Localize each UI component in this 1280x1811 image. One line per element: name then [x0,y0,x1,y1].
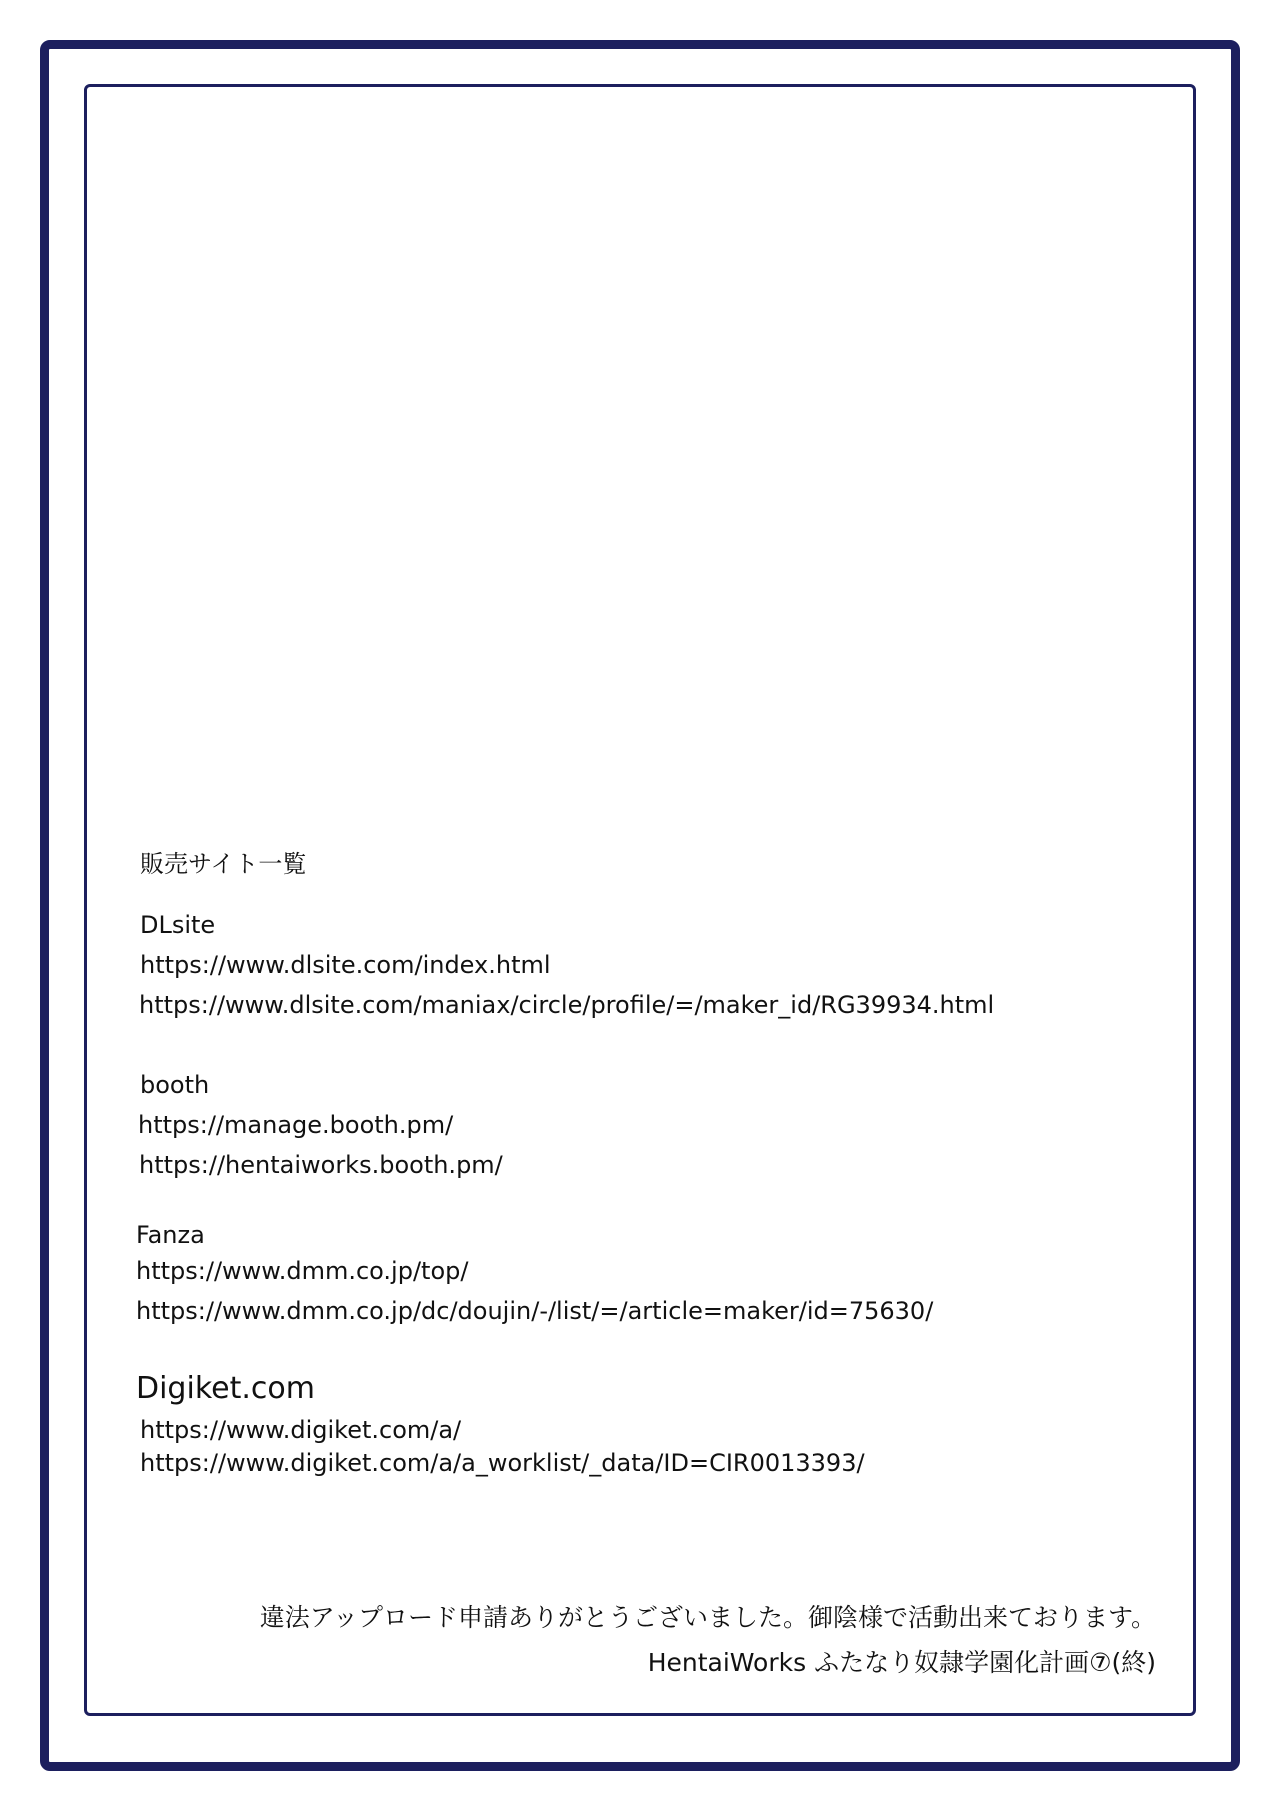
footer-thanks-message: 違法アップロード申請ありがとうございました。御陰様で活動出来ております。 [259,1603,1156,1632]
store-url-digiket-worklist: https://www.digiket.com/a/a_worklist/_data/ID=CIR0013393/ [140,1449,865,1477]
store-url-booth-shop: https://hentaiworks.booth.pm/ [139,1151,503,1179]
store-name-dlsite: DLsite [140,911,216,939]
footer-credit: HentaiWorks ふたなり奴隷学園化計画⑦(終) [647,1648,1156,1677]
store-url-fanza-maker: https://www.dmm.co.jp/dc/doujin/-/list/=/article=maker/id=75630/ [136,1297,934,1325]
store-url-dlsite-circle: https://www.dlsite.com/maniax/circle/profile/=/maker_id/RG39934.html [139,991,995,1019]
store-url-dlsite-home: https://www.dlsite.com/index.html [140,951,551,979]
store-name-digiket: Digiket.com [136,1371,315,1406]
store-list-heading: 販売サイト一覧 [140,850,307,878]
store-name-booth: booth [140,1071,210,1099]
store-url-fanza-top: https://www.dmm.co.jp/top/ [136,1257,469,1285]
store-url-digiket-home: https://www.digiket.com/a/ [140,1416,462,1444]
store-name-fanza: Fanza [136,1221,205,1249]
store-url-booth-manage: https://manage.booth.pm/ [138,1111,454,1139]
